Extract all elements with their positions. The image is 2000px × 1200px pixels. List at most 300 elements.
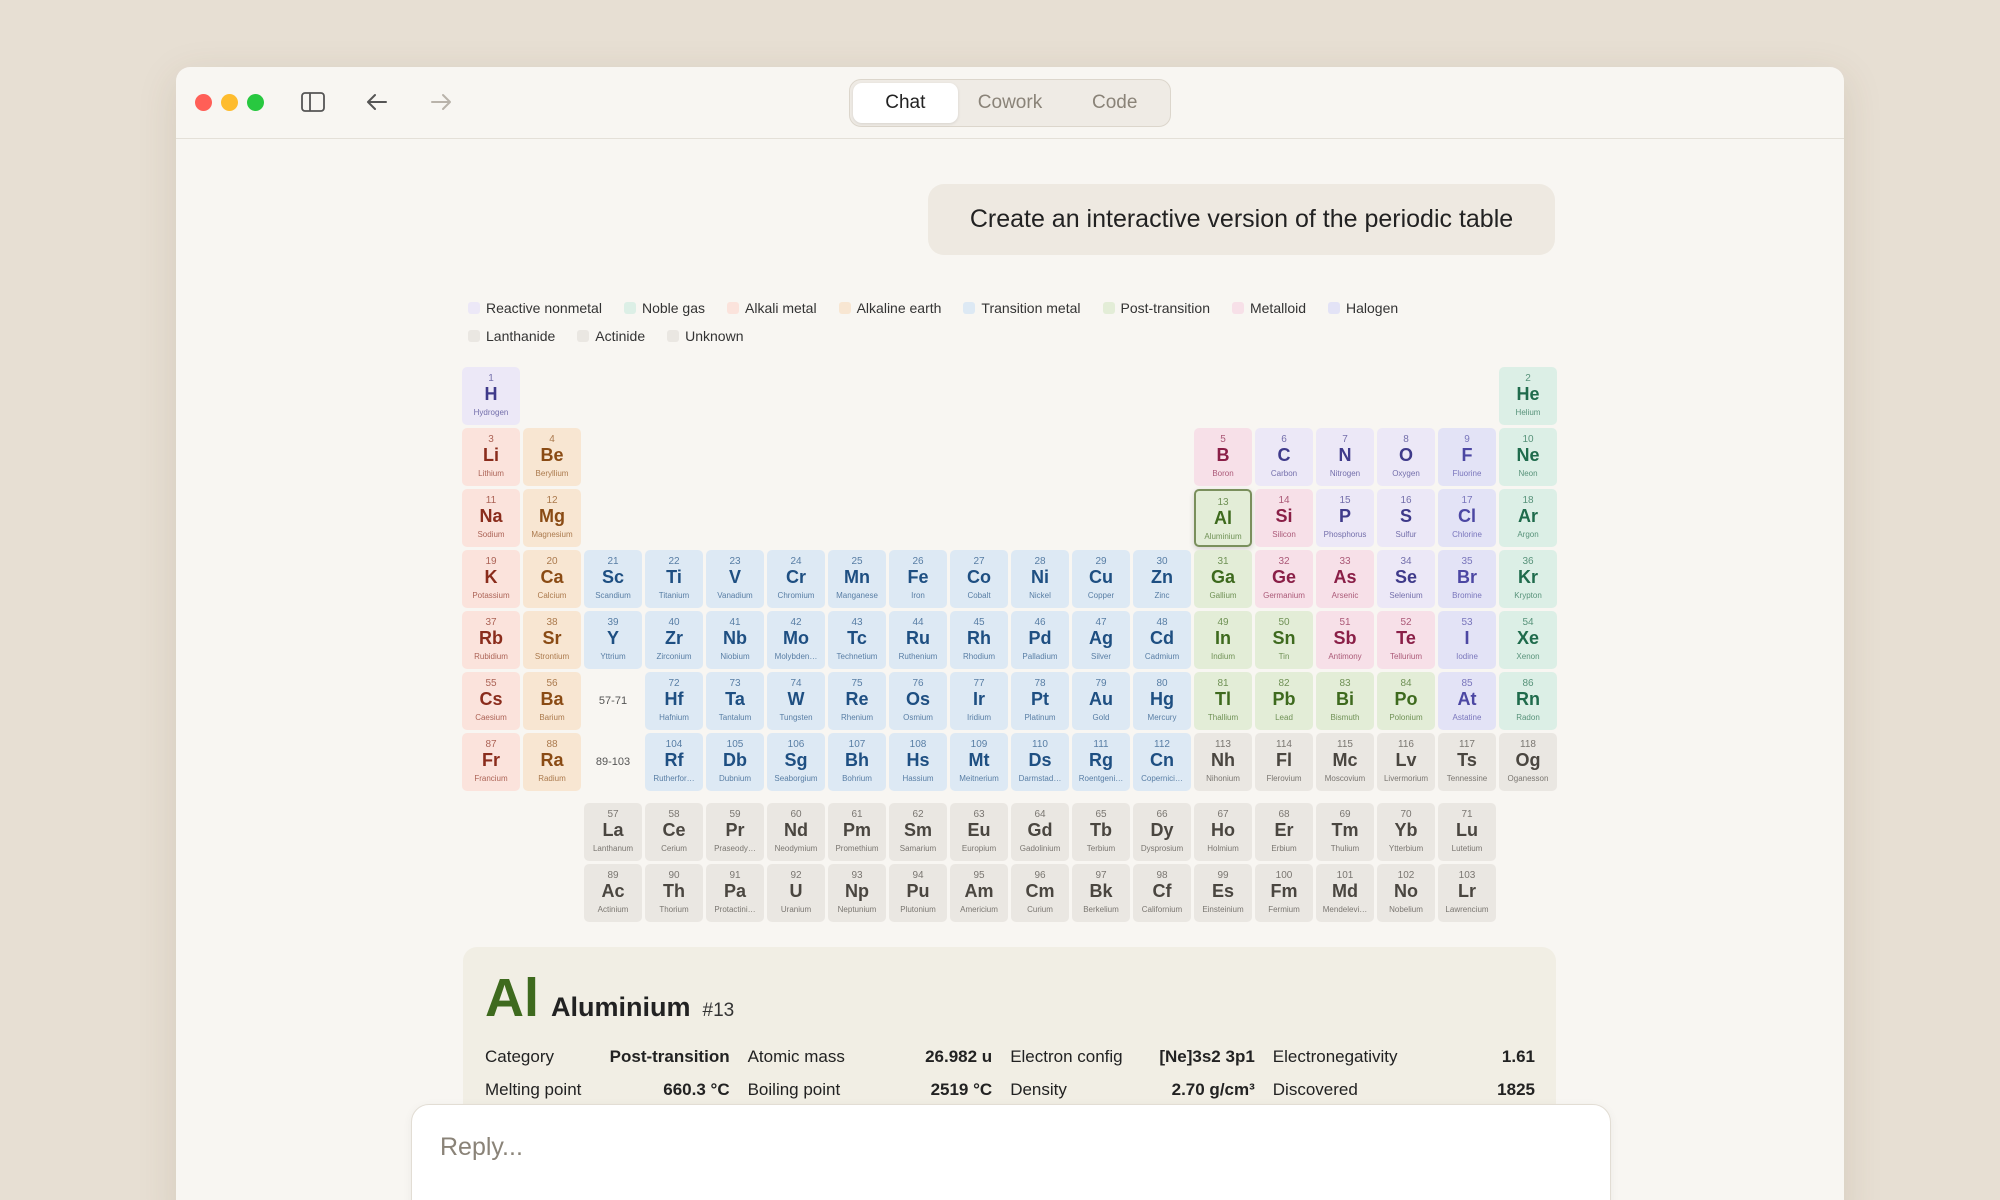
legend-swatch	[468, 330, 480, 342]
element-number: 88	[546, 739, 558, 750]
element-cell-es[interactable]	[1194, 864, 1252, 922]
element-number: 34	[1400, 556, 1412, 567]
element-cell-mo[interactable]	[767, 611, 825, 669]
element-name: Iridium	[966, 713, 991, 722]
element-cell-k[interactable]	[462, 550, 520, 608]
legend-item-noble[interactable]	[624, 300, 705, 316]
element-number: 6	[1281, 434, 1287, 445]
element-cell-rb[interactable]	[462, 611, 520, 669]
legend-swatch	[727, 302, 739, 314]
element-cell-ac[interactable]	[584, 864, 642, 922]
property-label: Electronegativity	[1272, 1046, 1398, 1066]
element-symbol: Se	[1394, 567, 1418, 587]
element-number: 98	[1156, 870, 1168, 881]
element-symbol: Sc	[601, 567, 625, 587]
element-cell-ne[interactable]	[1499, 428, 1557, 486]
element-name: Technetium	[836, 652, 878, 661]
element-cell-np[interactable]	[828, 864, 886, 922]
element-cell-b[interactable]	[1194, 428, 1252, 486]
element-cell-xe[interactable]	[1499, 611, 1557, 669]
detail-name: Aluminium	[551, 992, 691, 1022]
element-number: 92	[790, 870, 802, 881]
element-cell-fr[interactable]	[462, 733, 520, 791]
element-number: 71	[1461, 809, 1473, 820]
property-value: [Ne]3s2 3p1	[1159, 1046, 1255, 1066]
element-number: 46	[1034, 617, 1046, 628]
element-symbol: C	[1277, 445, 1291, 465]
legend-label: Post-transition	[1120, 300, 1210, 316]
element-name: Dubnium	[718, 774, 751, 783]
element-cell-br[interactable]	[1438, 550, 1496, 608]
element-number: 50	[1278, 617, 1290, 628]
legend-item-transition[interactable]	[963, 300, 1080, 316]
element-cell-f[interactable]	[1438, 428, 1496, 486]
element-name: Nihonium	[1206, 774, 1240, 783]
element-cell-fm[interactable]	[1255, 864, 1313, 922]
element-symbol: Pu	[906, 881, 930, 901]
element-cell-tm[interactable]	[1316, 803, 1374, 861]
element-number: 61	[851, 809, 863, 820]
element-cell-mc[interactable]	[1316, 733, 1374, 791]
legend-item-alkali[interactable]	[727, 300, 817, 316]
element-cell-ru[interactable]	[889, 611, 947, 669]
element-cell-in[interactable]	[1194, 611, 1252, 669]
element-name: Promethium	[835, 844, 879, 853]
arrow-right-icon[interactable]	[426, 87, 456, 117]
element-cell-as[interactable]	[1316, 550, 1374, 608]
element-cell-sr[interactable]	[523, 611, 581, 669]
element-cell-md[interactable]	[1316, 864, 1374, 922]
element-cell-o[interactable]	[1377, 428, 1435, 486]
element-cell-nb[interactable]	[706, 611, 764, 669]
element-cell-cd[interactable]	[1133, 611, 1191, 669]
element-symbol: Ra	[540, 750, 564, 770]
legend-label: Actinide	[595, 328, 646, 344]
legend-label: Noble gas	[641, 300, 705, 316]
element-name: Potassium	[472, 591, 510, 600]
element-name: Oganesson	[1507, 774, 1549, 783]
element-symbol: Rf	[664, 750, 684, 770]
element-cell-sg[interactable]	[767, 733, 825, 791]
element-number: 114	[1276, 739, 1292, 750]
element-number: 49	[1217, 617, 1229, 628]
element-name: Iron	[911, 591, 925, 600]
element-cell-pu[interactable]	[889, 864, 947, 922]
element-number: 103	[1458, 870, 1476, 881]
element-name: Nitrogen	[1329, 469, 1361, 478]
element-name: Actinium	[597, 905, 629, 914]
detail-properties	[485, 1040, 1535, 1106]
element-cell-zn[interactable]	[1133, 550, 1191, 608]
element-cell-i[interactable]	[1438, 611, 1496, 669]
element-symbol: Ga	[1210, 567, 1235, 587]
element-symbol: V	[728, 567, 741, 587]
element-symbol: Ni	[1031, 567, 1049, 587]
element-number: 87	[485, 739, 497, 750]
element-cell-au[interactable]	[1072, 672, 1130, 730]
element-number: 64	[1034, 809, 1046, 820]
property-value: Post-transition	[609, 1046, 730, 1066]
element-cell-po[interactable]	[1377, 672, 1435, 730]
element-cell-la[interactable]	[584, 803, 642, 861]
legend-swatch	[1103, 302, 1115, 314]
element-cell-am[interactable]	[950, 864, 1008, 922]
element-symbol: Hg	[1150, 689, 1174, 709]
element-cell-s[interactable]	[1377, 489, 1435, 547]
element-symbol: Ts	[1457, 750, 1477, 770]
element-cell-na[interactable]	[462, 489, 520, 547]
element-cell-he[interactable]	[1499, 367, 1557, 425]
element-cell-tc[interactable]	[828, 611, 886, 669]
element-cell-cs[interactable]	[462, 672, 520, 730]
element-symbol: Nd	[784, 820, 808, 840]
element-number: 117	[1459, 739, 1475, 750]
element-name: Cobalt	[967, 591, 991, 600]
element-number: 106	[787, 739, 805, 750]
element-cell-mn[interactable]	[828, 550, 886, 608]
element-symbol: Pm	[842, 820, 871, 840]
element-name: Terbium	[1086, 844, 1116, 853]
element-cell-ar[interactable]	[1499, 489, 1557, 547]
element-name: Meitnerium	[959, 774, 999, 783]
element-cell-ga[interactable]	[1194, 550, 1252, 608]
element-cell-sn[interactable]	[1255, 611, 1313, 669]
element-name: Tantalum	[718, 713, 752, 722]
element-name: Zirconium	[656, 652, 692, 661]
element-cell-pa[interactable]	[706, 864, 764, 922]
element-symbol: Mt	[968, 750, 990, 770]
app-window	[176, 67, 1844, 1200]
element-name: Curium	[1027, 905, 1053, 914]
element-cell-lv[interactable]	[1377, 733, 1435, 791]
element-cell-cr[interactable]	[767, 550, 825, 608]
element-cell-db[interactable]	[706, 733, 764, 791]
element-symbol: Tm	[1331, 820, 1359, 840]
element-number: 14	[1278, 495, 1290, 506]
element-number: 33	[1339, 556, 1351, 567]
element-symbol: Mc	[1332, 750, 1358, 770]
element-symbol: Sm	[903, 820, 932, 840]
element-name: Radon	[1516, 713, 1540, 722]
element-cell-nd[interactable]	[767, 803, 825, 861]
element-number: 40	[668, 617, 680, 628]
element-cell-lu[interactable]	[1438, 803, 1496, 861]
element-symbol: Pt	[1031, 689, 1049, 709]
legend-row	[468, 328, 743, 344]
element-cell-os[interactable]	[889, 672, 947, 730]
periodic-table	[462, 367, 1572, 987]
element-name: Phosphorus	[1323, 530, 1367, 539]
property-value: 26.982 u	[925, 1046, 993, 1066]
element-cell-fe[interactable]	[889, 550, 947, 608]
element-number: 16	[1400, 495, 1412, 506]
element-symbol: Ge	[1271, 567, 1296, 587]
property-value: 1.61	[1501, 1046, 1535, 1066]
element-cell-te[interactable]	[1377, 611, 1435, 669]
element-cell-hg[interactable]	[1133, 672, 1191, 730]
element-name: Antimony	[1328, 652, 1362, 661]
element-cell-sb[interactable]	[1316, 611, 1374, 669]
element-name: Neon	[1518, 469, 1538, 478]
element-cell-bh[interactable]	[828, 733, 886, 791]
element-cell-fl[interactable]	[1255, 733, 1313, 791]
element-cell-ce[interactable]	[645, 803, 703, 861]
element-name: Fermium	[1268, 905, 1300, 914]
element-symbol: Tc	[847, 628, 867, 648]
legend-item-post[interactable]	[1103, 300, 1210, 316]
element-cell-tl[interactable]	[1194, 672, 1252, 730]
element-cell-rh[interactable]	[950, 611, 1008, 669]
legend-item-halogen[interactable]	[1328, 300, 1398, 316]
element-cell-ra[interactable]	[523, 733, 581, 791]
element-number: 38	[546, 617, 558, 628]
element-number: 105	[726, 739, 744, 750]
element-cell-zr[interactable]	[645, 611, 703, 669]
element-name: Silicon	[1272, 530, 1296, 539]
element-symbol: Si	[1275, 506, 1293, 526]
tab-code[interactable]: Code	[1091, 92, 1138, 113]
element-cell-pr[interactable]	[706, 803, 764, 861]
element-cell-n[interactable]	[1316, 428, 1374, 486]
element-cell-mt[interactable]	[950, 733, 1008, 791]
element-number: 39	[607, 617, 619, 628]
element-name: Nickel	[1029, 591, 1051, 600]
element-number: 1	[488, 373, 494, 384]
reply-input[interactable]	[440, 1133, 1040, 1162]
element-number: 8	[1403, 434, 1409, 445]
element-cell-rg[interactable]	[1072, 733, 1130, 791]
element-number: 96	[1034, 870, 1046, 881]
element-cell-sc[interactable]	[584, 550, 642, 608]
element-cell-re[interactable]	[828, 672, 886, 730]
element-number: 52	[1400, 617, 1412, 628]
element-number: 35	[1461, 556, 1473, 567]
element-cell-kr[interactable]	[1499, 550, 1557, 608]
element-symbol: Sb	[1333, 628, 1357, 648]
element-cell-ir[interactable]	[950, 672, 1008, 730]
element-cell-no[interactable]	[1377, 864, 1435, 922]
element-number: 68	[1278, 809, 1290, 820]
element-symbol: Rb	[479, 628, 503, 648]
title-bar	[176, 67, 1844, 139]
element-cell-si[interactable]	[1255, 489, 1313, 547]
element-cell-ge[interactable]	[1255, 550, 1313, 608]
element-cell-ta[interactable]	[706, 672, 764, 730]
element-cell-pb[interactable]	[1255, 672, 1313, 730]
element-cell-c[interactable]	[1255, 428, 1313, 486]
element-name: Bismuth	[1330, 713, 1360, 722]
legend-item-actinide[interactable]	[577, 328, 645, 344]
element-symbol: Rh	[967, 628, 991, 648]
element-number: 48	[1156, 617, 1168, 628]
element-cell-ag[interactable]	[1072, 611, 1130, 669]
element-cell-co[interactable]	[950, 550, 1008, 608]
element-cell-y[interactable]	[584, 611, 642, 669]
element-symbol: Ti	[666, 567, 682, 587]
element-cell-mg[interactable]	[523, 489, 581, 547]
element-symbol: H	[484, 384, 498, 404]
element-symbol: Ir	[972, 689, 985, 709]
arrow-left-icon[interactable]	[362, 87, 392, 117]
element-name: Bromine	[1452, 591, 1482, 600]
element-cell-li[interactable]	[462, 428, 520, 486]
element-cell-ni[interactable]	[1011, 550, 1069, 608]
element-number: 54	[1522, 617, 1534, 628]
element-name: Hafnium	[659, 713, 689, 722]
element-number: 69	[1339, 809, 1351, 820]
element-cell-at[interactable]	[1438, 672, 1496, 730]
element-name: Chlorine	[1452, 530, 1482, 539]
element-symbol: Os	[905, 689, 930, 709]
element-cell-pd[interactable]	[1011, 611, 1069, 669]
element-name: Bohrium	[842, 774, 872, 783]
element-cell-ti[interactable]	[645, 550, 703, 608]
element-cell-se[interactable]	[1377, 550, 1435, 608]
legend-label: Halogen	[1346, 300, 1399, 316]
sidebar-toggle-icon[interactable]	[298, 87, 328, 117]
element-symbol: Hs	[906, 750, 930, 770]
element-symbol: Cr	[785, 567, 806, 587]
element-cell-ba[interactable]	[523, 672, 581, 730]
element-cell-v[interactable]	[706, 550, 764, 608]
element-symbol: Ne	[1516, 445, 1540, 465]
element-cell-og[interactable]	[1499, 733, 1557, 791]
element-cell-hf[interactable]	[645, 672, 703, 730]
element-cell-cl[interactable]	[1438, 489, 1496, 547]
minimize-window-button[interactable]	[221, 94, 238, 111]
element-name: Roentgeni…	[1078, 774, 1124, 783]
element-symbol: F	[1461, 445, 1473, 465]
element-name: Vanadium	[717, 591, 753, 600]
element-symbol: Ba	[540, 689, 564, 709]
element-name: Argon	[1517, 530, 1539, 539]
element-cell-ho[interactable]	[1194, 803, 1252, 861]
element-cell-cm[interactable]	[1011, 864, 1069, 922]
legend-swatch	[1232, 302, 1244, 314]
element-cell-gd[interactable]	[1011, 803, 1069, 861]
element-name: Lawrencium	[1445, 905, 1489, 914]
element-cell-bi[interactable]	[1316, 672, 1374, 730]
element-cell-rf[interactable]	[645, 733, 703, 791]
element-cell-u[interactable]	[767, 864, 825, 922]
element-number: 44	[912, 617, 924, 628]
element-number: 62	[912, 809, 924, 820]
element-name: Einsteinium	[1202, 905, 1244, 914]
element-name: Francium	[474, 774, 508, 783]
element-symbol: At	[1457, 689, 1477, 709]
element-cell-dy[interactable]	[1133, 803, 1191, 861]
element-cell-ca[interactable]	[523, 550, 581, 608]
element-cell-sm[interactable]	[889, 803, 947, 861]
element-cell-nh[interactable]	[1194, 733, 1252, 791]
element-number: 85	[1461, 678, 1473, 689]
element-symbol: Fl	[1276, 750, 1292, 770]
element-number: 55	[485, 678, 497, 689]
element-symbol: Ar	[1517, 506, 1538, 526]
legend-label: Lanthanide	[486, 328, 556, 344]
element-name: Cerium	[661, 844, 687, 853]
element-cell-cu[interactable]	[1072, 550, 1130, 608]
element-cell-ts[interactable]	[1438, 733, 1496, 791]
element-cell-pm[interactable]	[828, 803, 886, 861]
element-cell-eu[interactable]	[950, 803, 1008, 861]
element-cell-pt[interactable]	[1011, 672, 1069, 730]
element-symbol: Fm	[1270, 881, 1298, 901]
legend-item-alkaline[interactable]	[839, 300, 942, 316]
legend-item-metalloid[interactable]	[1232, 300, 1306, 316]
legend-swatch	[577, 330, 589, 342]
element-symbol: Fe	[907, 567, 929, 587]
element-symbol: Hf	[664, 689, 684, 709]
property-label: Density	[1010, 1079, 1067, 1099]
element-number: 7	[1342, 434, 1348, 445]
element-symbol: Rn	[1516, 689, 1540, 709]
legend-item-lanthanide[interactable]	[468, 328, 555, 344]
element-cell-rn[interactable]	[1499, 672, 1557, 730]
legend-swatch	[1328, 302, 1340, 314]
tab-cowork[interactable]: Cowork	[977, 92, 1043, 113]
element-symbol: Cf	[1152, 881, 1172, 901]
element-cell-al[interactable]	[1194, 489, 1252, 547]
element-number: 60	[790, 809, 802, 820]
tab-chat[interactable]: Chat	[853, 83, 958, 123]
element-cell-w[interactable]	[767, 672, 825, 730]
element-symbol: Ca	[540, 567, 564, 587]
property-label: Atomic mass	[747, 1046, 845, 1066]
element-number: 20	[546, 556, 558, 567]
element-cell-tb[interactable]	[1072, 803, 1130, 861]
element-cell-h[interactable]	[462, 367, 520, 425]
element-cell-ds[interactable]	[1011, 733, 1069, 791]
element-number: 118	[1520, 739, 1536, 750]
element-cell-cn[interactable]	[1133, 733, 1191, 791]
element-name: Titanium	[658, 591, 690, 600]
element-number: 32	[1278, 556, 1290, 567]
element-name: Zinc	[1154, 591, 1170, 600]
element-cell-hs[interactable]	[889, 733, 947, 791]
element-cell-th[interactable]	[645, 864, 703, 922]
element-cell-bk[interactable]	[1072, 864, 1130, 922]
element-number: 89	[607, 870, 619, 881]
element-symbol: In	[1215, 628, 1231, 648]
legend-item-nonmetal[interactable]	[468, 300, 602, 316]
element-name: Darmstad…	[1018, 774, 1062, 783]
element-cell-p[interactable]	[1316, 489, 1374, 547]
element-cell-cf[interactable]	[1133, 864, 1191, 922]
element-cell-er[interactable]	[1255, 803, 1313, 861]
element-symbol: Sn	[1272, 628, 1296, 648]
element-cell-be[interactable]	[523, 428, 581, 486]
element-name: Beryllium	[535, 469, 569, 478]
element-name: Selenium	[1389, 591, 1423, 600]
element-name: Fluorine	[1452, 469, 1482, 478]
element-cell-yb[interactable]	[1377, 803, 1435, 861]
legend-item-unknown[interactable]	[667, 328, 743, 344]
element-symbol: Es	[1211, 881, 1235, 901]
close-window-button[interactable]	[195, 94, 212, 111]
element-symbol: Lv	[1395, 750, 1417, 770]
detail-header	[485, 967, 734, 1029]
element-number: 97	[1095, 870, 1107, 881]
element-number: 42	[790, 617, 802, 628]
element-cell-lr[interactable]	[1438, 864, 1496, 922]
element-number: 80	[1156, 678, 1168, 689]
element-symbol: Ta	[725, 689, 745, 709]
zoom-window-button[interactable]	[247, 94, 264, 111]
element-number: 3	[488, 434, 494, 445]
element-symbol: Bi	[1336, 689, 1354, 709]
element-number: 11	[485, 495, 497, 506]
